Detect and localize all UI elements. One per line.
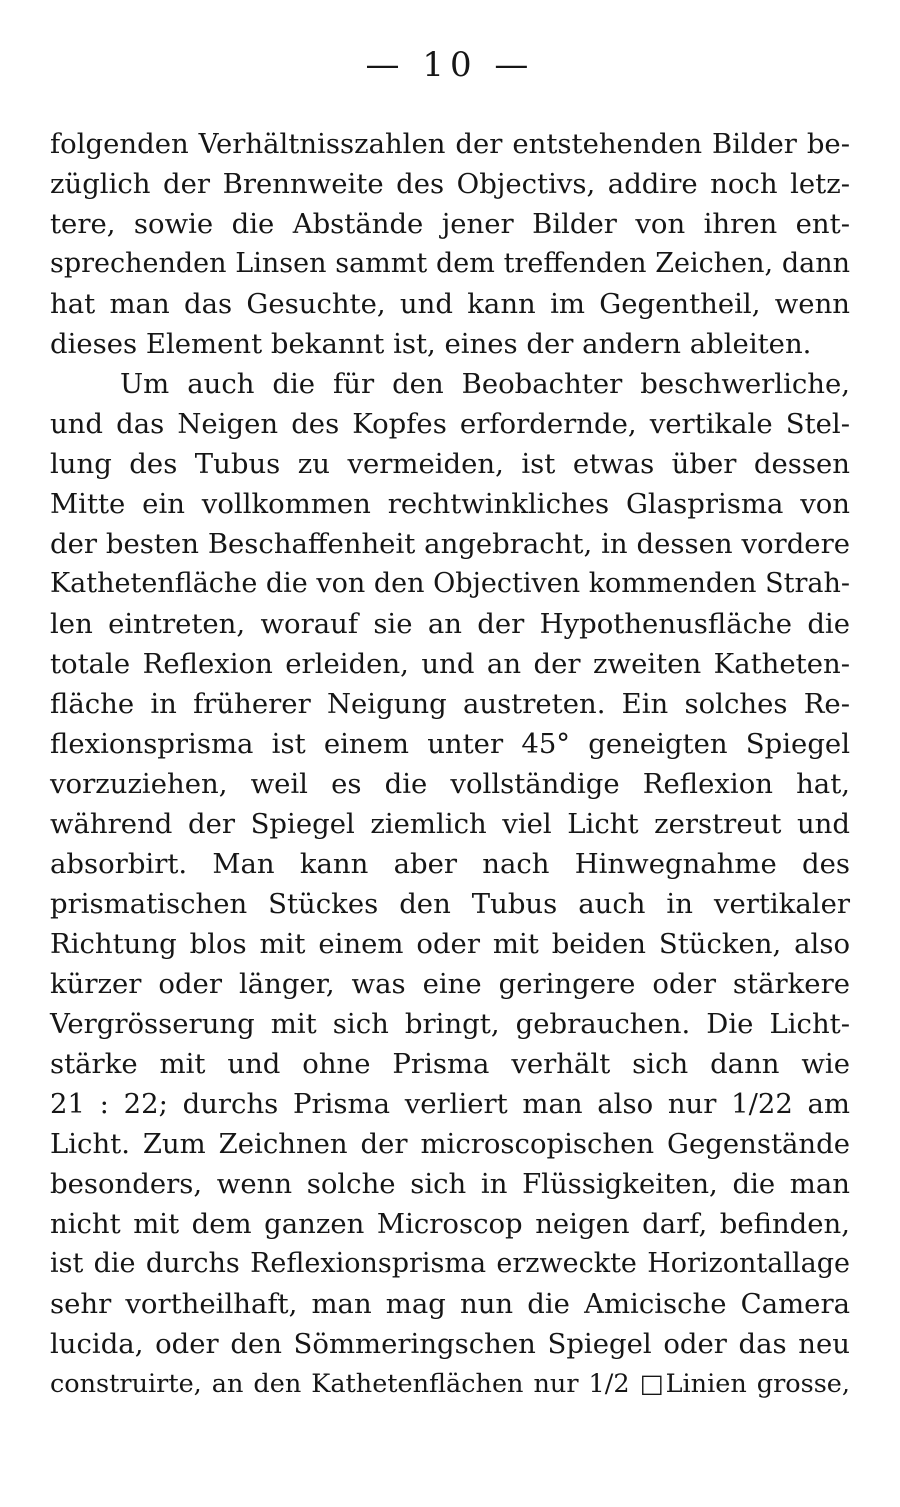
text-line: ist die durchs Reflexionsprisma erzweckte Horizontallage [50,1248,850,1279]
text-line: nicht mit dem ganzen Microscop neigen darf, befinden, [50,1208,850,1240]
text-line: 21 : 22; durchs Prisma verliert man also nur 1/22 am [50,1088,850,1120]
body-text [50,124,850,1404]
text-line: sprechenden Linsen sammt dem treffenden Zeichen, dann [50,248,850,279]
text-line: dieses Element bekannt ist, eines der andern ableiten. [50,328,812,360]
page-number-header: — 10 — [365,45,535,85]
text-line: fläche in früherer Neigung austreten. Ein solches Re- [50,688,850,720]
text-line: tere, sowie die Abstände jener Bilder von ihren ent- [50,208,850,240]
text-line: hat man das Gesuchte, und kann im Gegentheil, wenn [50,288,850,320]
text-line: totale Reflexion erleiden, und an der zweiten Katheten- [50,648,850,680]
text-line: construirte, an den Kathetenflächen nur 1/2 □Linien grosse, [50,1369,850,1399]
text-line: Licht. Zum Zeichnen der microscopischen Gegenstände [50,1128,850,1160]
text-line: lung des Tubus zu vermeiden, ist etwas über dessen [50,448,850,480]
text-line: sehr vortheilhaft, man mag nun die Amicische Camera [50,1288,850,1320]
text-line: Vergrösserung mit sich bringt, gebrauchen. Die Licht- [50,1008,850,1040]
text-line: der besten Beschaffenheit angebracht, in dessen vordere [50,528,850,560]
text-line: absorbirt. Man kann aber nach Hinwegnahme des [50,848,850,880]
text-line: während der Spiegel ziemlich viel Licht zerstreut und [50,808,850,840]
text-line: lucida, oder den Sömmeringschen Spiegel oder das neu [50,1328,850,1360]
text-line: besonders, wenn solche sich in Flüssigkeiten, die man [50,1168,850,1200]
text-line: Richtung blos mit einem oder mit beiden Stücken, also [50,928,850,960]
text-line: Mitte ein vollkommen rechtwinkliches Glasprisma von [50,488,850,520]
text-line: flexionsprisma ist einem unter 45° geneigten Spiegel [50,728,850,760]
text-line: vorzuziehen, weil es die vollständige Reflexion hat, [50,768,850,800]
text-line: Um auch die für den Beobachter beschwerliche, [120,368,850,400]
text-line: züglich der Brennweite des Objectivs, addire noch letz- [50,168,850,200]
text-line: folgenden Verhältnisszahlen der entstehenden Bilder be- [50,128,850,160]
text-line: stärke mit und ohne Prisma verhält sich dann wie [50,1048,850,1080]
text-line: und das Neigen des Kopfes erfordernde, vertikale Stel- [50,408,850,440]
text-line: len eintreten, worauf sie an der Hypothenusfläche die [50,608,850,640]
text-line: kürzer oder länger, was eine geringere oder stärkere [50,968,850,1000]
text-line: Kathetenfläche die von den Objectiven kommenden Strah- [50,568,850,599]
text-line: prismatischen Stückes den Tubus auch in vertikaler [50,888,850,920]
